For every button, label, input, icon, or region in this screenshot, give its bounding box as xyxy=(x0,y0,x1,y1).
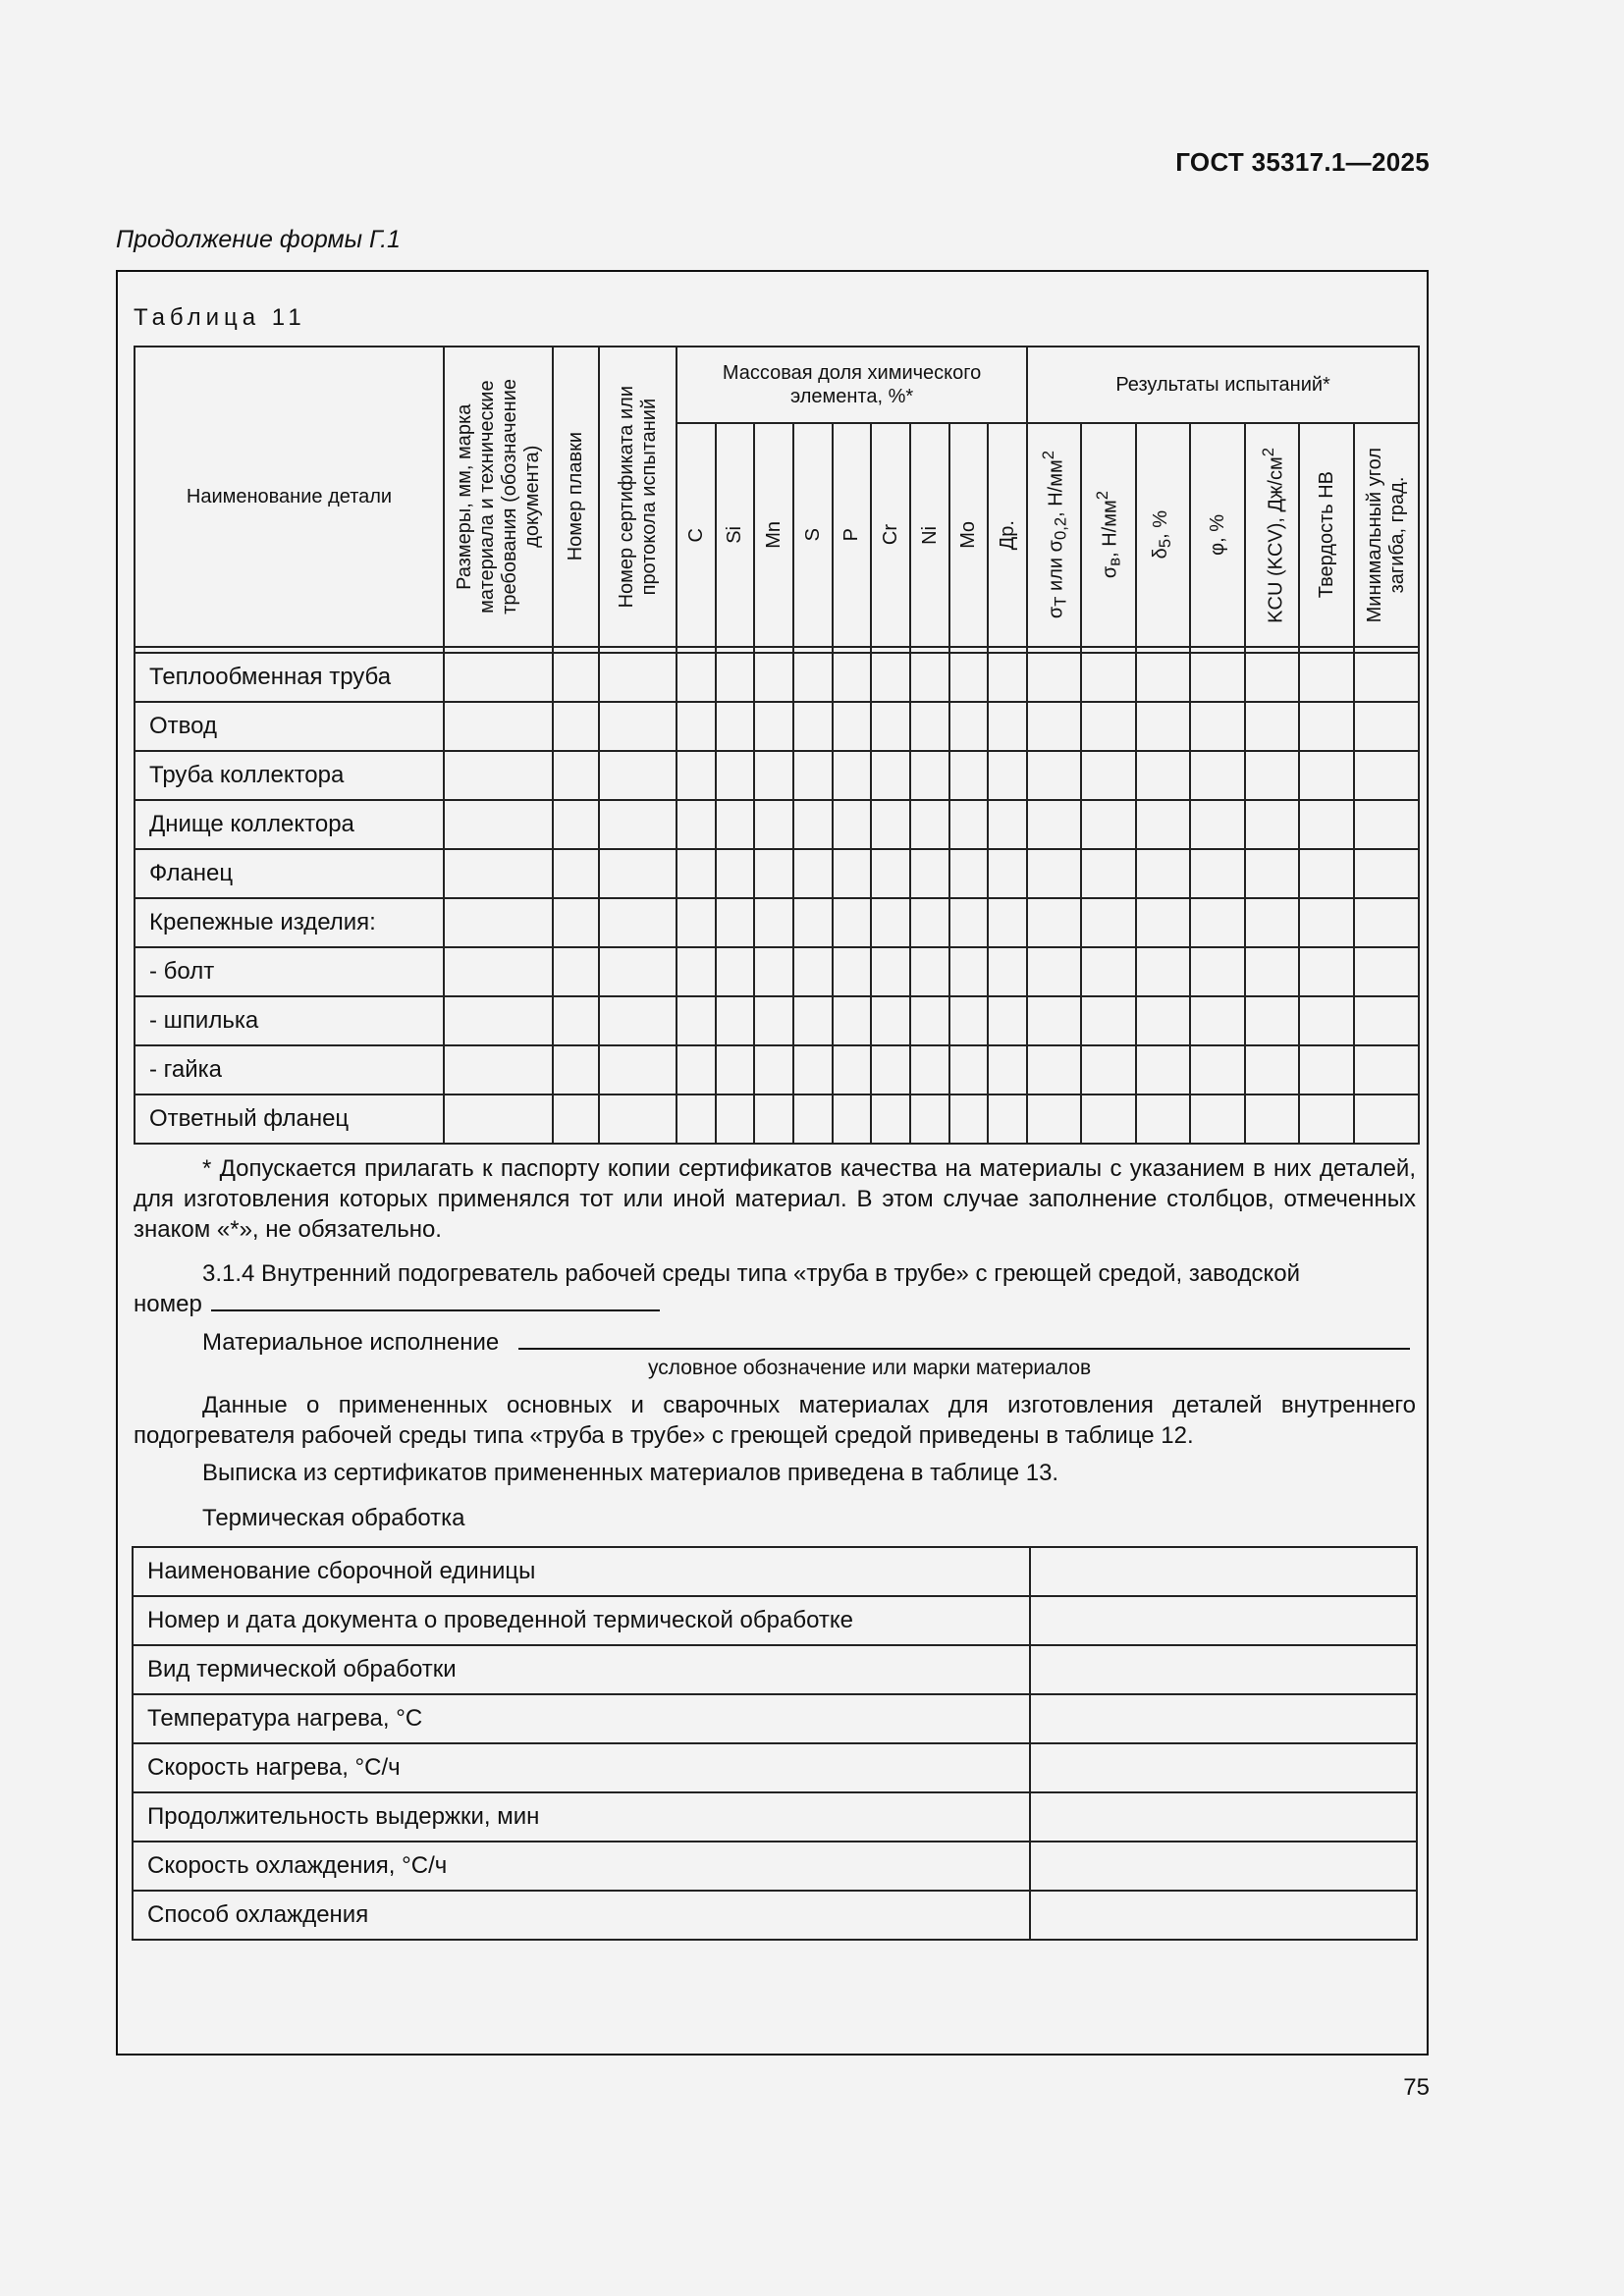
value-cell[interactable] xyxy=(793,1095,833,1144)
heat-param-label: Скорость нагрева, °С/ч xyxy=(133,1743,1030,1792)
table-row xyxy=(135,1095,1419,1144)
value-cell[interactable] xyxy=(871,702,910,751)
value-cell[interactable] xyxy=(1245,898,1299,947)
value-cell[interactable] xyxy=(949,1045,988,1095)
value-cell[interactable] xyxy=(444,751,553,800)
part-name-cell: Труба коллектора xyxy=(135,751,444,800)
header-elongation: $\delta_5$, % xyxy=(1136,423,1190,647)
value-cell[interactable] xyxy=(1354,751,1419,800)
value-cell[interactable] xyxy=(1027,653,1081,702)
value-cell[interactable] xyxy=(910,1095,949,1144)
value-cell[interactable] xyxy=(1190,947,1245,996)
value-cell[interactable] xyxy=(444,702,553,751)
heat-param-label: Продолжительность выдержки, мин xyxy=(133,1792,1030,1842)
value-cell[interactable] xyxy=(833,751,871,800)
value-cell[interactable] xyxy=(1299,849,1354,898)
value-cell[interactable] xyxy=(553,1045,599,1095)
value-cell[interactable] xyxy=(1190,800,1245,849)
header-impact: KCU (KCV), $Дж/см^2$ xyxy=(1245,423,1299,647)
value-cell[interactable] xyxy=(949,849,988,898)
heat-param-label: Способ охлаждения xyxy=(133,1891,1030,1940)
value-cell[interactable] xyxy=(553,800,599,849)
value-cell[interactable] xyxy=(793,751,833,800)
value-cell[interactable] xyxy=(949,800,988,849)
table-row xyxy=(133,1842,1417,1891)
heat-treatment-table xyxy=(132,1546,1418,1941)
value-cell[interactable] xyxy=(910,653,949,702)
part-name-cell: - гайка xyxy=(135,1045,444,1095)
value-cell[interactable] xyxy=(833,996,871,1045)
value-cell[interactable] xyxy=(988,702,1027,751)
value-cell[interactable] xyxy=(1136,996,1190,1045)
value-cell[interactable] xyxy=(1245,1095,1299,1144)
value-cell[interactable] xyxy=(1136,1095,1190,1144)
value-cell[interactable] xyxy=(677,996,716,1045)
value-cell[interactable] xyxy=(1081,996,1136,1045)
value-cell[interactable] xyxy=(871,996,910,1045)
table-row xyxy=(133,1891,1417,1940)
value-cell[interactable] xyxy=(1027,947,1081,996)
value-cell[interactable] xyxy=(949,702,988,751)
serial-number-label: номер xyxy=(134,1291,202,1317)
header-chem-p: P xyxy=(833,423,871,647)
value-cell[interactable] xyxy=(1136,898,1190,947)
materials-data-paragraph: Данные о примененных основных и сварочных материалах для изготовления деталей внутреннего подогревателя рабочей среды типа «труба в трубе» с греющей средой приведены в таблице 12. xyxy=(134,1392,1416,1449)
value-cell[interactable] xyxy=(988,898,1027,947)
value-cell[interactable] xyxy=(1081,849,1136,898)
value-cell[interactable] xyxy=(833,702,871,751)
value-cell[interactable] xyxy=(833,947,871,996)
value-cell[interactable] xyxy=(1299,800,1354,849)
value-cell[interactable] xyxy=(871,1045,910,1095)
value-cell[interactable] xyxy=(1136,653,1190,702)
value-cell[interactable] xyxy=(677,653,716,702)
header-chem-s: S xyxy=(793,423,833,647)
heat-param-label: Номер и дата документа о проведенной термической обработке xyxy=(133,1596,1030,1645)
header-chem-ni: Ni xyxy=(910,423,949,647)
material-field[interactable] xyxy=(518,1348,1410,1350)
header-chem-mo: Mo xyxy=(949,423,988,647)
value-cell[interactable] xyxy=(1027,898,1081,947)
value-cell[interactable] xyxy=(599,996,677,1045)
table-row xyxy=(135,996,1419,1045)
value-cell[interactable] xyxy=(1027,849,1081,898)
value-cell[interactable] xyxy=(754,800,793,849)
table-row xyxy=(133,1792,1417,1842)
table-row xyxy=(135,800,1419,849)
value-cell[interactable] xyxy=(553,751,599,800)
value-cell[interactable] xyxy=(910,898,949,947)
value-cell[interactable] xyxy=(871,849,910,898)
value-cell[interactable] xyxy=(553,702,599,751)
value-cell[interactable] xyxy=(793,947,833,996)
value-cell[interactable] xyxy=(871,653,910,702)
value-cell[interactable] xyxy=(444,800,553,849)
value-cell[interactable] xyxy=(1081,800,1136,849)
value-cell[interactable] xyxy=(988,653,1027,702)
heat-param-label: Наименование сборочной единицы xyxy=(133,1547,1030,1596)
header-part-name: Наименование детали xyxy=(135,347,444,647)
value-cell[interactable] xyxy=(754,653,793,702)
value-cell[interactable] xyxy=(949,653,988,702)
value-cell[interactable] xyxy=(949,1095,988,1144)
value-cell[interactable] xyxy=(1081,898,1136,947)
value-cell[interactable] xyxy=(716,996,754,1045)
value-cell[interactable] xyxy=(716,702,754,751)
value-cell[interactable] xyxy=(793,702,833,751)
value-cell[interactable] xyxy=(1245,1045,1299,1095)
value-cell[interactable] xyxy=(871,947,910,996)
table-row xyxy=(135,947,1419,996)
value-cell[interactable] xyxy=(599,947,677,996)
value-cell[interactable] xyxy=(754,996,793,1045)
value-cell[interactable] xyxy=(716,1095,754,1144)
value-cell[interactable] xyxy=(988,996,1027,1045)
value-cell[interactable] xyxy=(1136,751,1190,800)
value-cell[interactable] xyxy=(988,1095,1027,1144)
value-cell[interactable] xyxy=(949,751,988,800)
value-cell[interactable] xyxy=(553,947,599,996)
value-cell[interactable] xyxy=(793,996,833,1045)
value-cell[interactable] xyxy=(599,898,677,947)
value-cell[interactable] xyxy=(1354,653,1419,702)
value-cell[interactable] xyxy=(1081,1095,1136,1144)
value-cell[interactable] xyxy=(1136,947,1190,996)
value-cell[interactable] xyxy=(716,947,754,996)
header-tensile-strength: $\sigma_в$, $Н/мм^2$ xyxy=(1081,423,1136,647)
value-cell[interactable] xyxy=(833,1045,871,1095)
value-cell[interactable] xyxy=(677,1095,716,1144)
value-cell[interactable] xyxy=(1136,800,1190,849)
value-cell[interactable] xyxy=(1245,702,1299,751)
value-cell[interactable] xyxy=(1190,996,1245,1045)
value-cell[interactable] xyxy=(444,849,553,898)
value-cell[interactable] xyxy=(833,800,871,849)
value-cell[interactable] xyxy=(677,702,716,751)
value-cell[interactable] xyxy=(1027,1045,1081,1095)
value-cell[interactable] xyxy=(1081,653,1136,702)
value-cell[interactable] xyxy=(988,849,1027,898)
value-cell[interactable] xyxy=(599,1095,677,1144)
part-name-cell: Теплообменная труба xyxy=(135,653,444,702)
value-cell[interactable] xyxy=(1027,800,1081,849)
value-cell[interactable] xyxy=(677,751,716,800)
value-cell[interactable] xyxy=(553,1095,599,1144)
value-cell[interactable] xyxy=(793,800,833,849)
heat-param-value[interactable] xyxy=(1030,1694,1417,1743)
page-number: 75 xyxy=(1403,2074,1430,2101)
value-cell[interactable] xyxy=(599,849,677,898)
value-cell[interactable] xyxy=(949,947,988,996)
value-cell[interactable] xyxy=(1190,849,1245,898)
value-cell[interactable] xyxy=(1190,751,1245,800)
value-cell[interactable] xyxy=(553,653,599,702)
value-cell[interactable] xyxy=(1190,702,1245,751)
value-cell[interactable] xyxy=(716,849,754,898)
standard-number: ГОСТ 35317.1—2025 xyxy=(1175,147,1430,177)
value-cell[interactable] xyxy=(871,898,910,947)
value-cell[interactable] xyxy=(1245,849,1299,898)
value-cell[interactable] xyxy=(444,996,553,1045)
value-cell[interactable] xyxy=(988,800,1027,849)
value-cell[interactable] xyxy=(716,1045,754,1095)
heat-param-value[interactable] xyxy=(1030,1645,1417,1694)
heat-param-value[interactable] xyxy=(1030,1792,1417,1842)
heat-param-value[interactable] xyxy=(1030,1743,1417,1792)
value-cell[interactable] xyxy=(1245,653,1299,702)
heat-param-label: Температура нагрева, °С xyxy=(133,1694,1030,1743)
value-cell[interactable] xyxy=(1136,702,1190,751)
value-cell[interactable] xyxy=(871,1095,910,1144)
value-cell[interactable] xyxy=(444,1095,553,1144)
value-cell[interactable] xyxy=(716,898,754,947)
header-test-results: Результаты испытаний* xyxy=(1027,347,1419,423)
value-cell[interactable] xyxy=(599,1045,677,1095)
heat-param-value[interactable] xyxy=(1030,1891,1417,1940)
footnote: * Допускается прилагать к паспорту копии сертификатов качества на материалы с указанием в них деталей, для изготовления которых применялся тот или иной материал. В этом случае заполнение столбцов, отмеченных знаком «*», не обязательно. xyxy=(134,1155,1416,1243)
continuation-label: Продолжение формы Г.1 xyxy=(116,226,401,253)
value-cell[interactable] xyxy=(754,1045,793,1095)
value-cell[interactable] xyxy=(1354,1095,1419,1144)
value-cell[interactable] xyxy=(677,947,716,996)
value-cell[interactable] xyxy=(1299,1045,1354,1095)
value-cell[interactable] xyxy=(754,849,793,898)
header-bend-angle: Минимальный угол загиба, град. xyxy=(1354,423,1419,647)
value-cell[interactable] xyxy=(1354,1045,1419,1095)
value-cell[interactable] xyxy=(910,800,949,849)
part-name-cell: Фланец xyxy=(135,849,444,898)
value-cell[interactable] xyxy=(833,898,871,947)
parts-table xyxy=(134,346,1420,1145)
value-cell[interactable] xyxy=(553,996,599,1045)
value-cell[interactable] xyxy=(599,800,677,849)
value-cell[interactable] xyxy=(716,751,754,800)
value-cell[interactable] xyxy=(793,1045,833,1095)
value-cell[interactable] xyxy=(988,947,1027,996)
value-cell[interactable] xyxy=(793,849,833,898)
table-row xyxy=(133,1547,1417,1596)
value-cell[interactable] xyxy=(1081,1045,1136,1095)
value-cell[interactable] xyxy=(754,898,793,947)
value-cell[interactable] xyxy=(949,898,988,947)
value-cell[interactable] xyxy=(716,653,754,702)
header-hardness: Твердость НВ xyxy=(1299,423,1354,647)
part-name-cell: Ответный фланец xyxy=(135,1095,444,1144)
part-name-cell: Днище коллектора xyxy=(135,800,444,849)
value-cell[interactable] xyxy=(1245,800,1299,849)
value-cell[interactable] xyxy=(1190,1095,1245,1144)
value-cell[interactable] xyxy=(1190,1045,1245,1095)
header-chemical-composition: Массовая доля химического элемента, %* xyxy=(677,347,1027,423)
header-melt-number: Номер плавки xyxy=(553,347,599,647)
header-chem-c: C xyxy=(677,423,716,647)
table-row xyxy=(133,1694,1417,1743)
table-row xyxy=(135,1045,1419,1095)
header-sizes: Размеры, мм, марка материала и технические требования (обозначение документа) xyxy=(444,347,553,647)
certificates-extract-paragraph: Выписка из сертификатов примененных материалов приведена в таблице 13. xyxy=(202,1460,1059,1486)
value-cell[interactable] xyxy=(1245,996,1299,1045)
value-cell[interactable] xyxy=(444,898,553,947)
value-cell[interactable] xyxy=(910,849,949,898)
table-row xyxy=(135,849,1419,898)
value-cell[interactable] xyxy=(910,996,949,1045)
value-cell[interactable] xyxy=(910,751,949,800)
part-name-cell: - болт xyxy=(135,947,444,996)
table-row xyxy=(135,898,1419,947)
value-cell[interactable] xyxy=(1354,898,1419,947)
heat-param-value[interactable] xyxy=(1030,1842,1417,1891)
value-cell[interactable] xyxy=(1299,996,1354,1045)
table-row xyxy=(135,653,1419,702)
value-cell[interactable] xyxy=(1027,751,1081,800)
value-cell[interactable] xyxy=(553,849,599,898)
value-cell[interactable] xyxy=(599,702,677,751)
value-cell[interactable] xyxy=(988,751,1027,800)
heat-treatment-label: Термическая обработка xyxy=(202,1505,465,1531)
part-name-cell: Отвод xyxy=(135,702,444,751)
serial-number-field[interactable] xyxy=(211,1309,660,1311)
header-yield-strength: $\sigma_Т$ или $\sigma_{0,2}$, $Н/мм^2$ xyxy=(1027,423,1081,647)
value-cell[interactable] xyxy=(754,702,793,751)
value-cell[interactable] xyxy=(910,1045,949,1095)
section-3-1-4: 3.1.4 Внутренний подогреватель рабочей среды типа «труба в трубе» с греющей средой, заводской xyxy=(202,1260,1300,1287)
value-cell[interactable] xyxy=(793,898,833,947)
value-cell[interactable] xyxy=(599,653,677,702)
material-label: Материальное исполнение xyxy=(202,1329,500,1356)
value-cell[interactable] xyxy=(1354,800,1419,849)
value-cell[interactable] xyxy=(716,800,754,849)
table-row xyxy=(133,1743,1417,1792)
table-row xyxy=(135,702,1419,751)
value-cell[interactable] xyxy=(1299,898,1354,947)
part-name-cell: - шпилька xyxy=(135,996,444,1045)
value-cell[interactable] xyxy=(1190,898,1245,947)
header-chem-cr: Cr xyxy=(871,423,910,647)
heat-param-value[interactable] xyxy=(1030,1547,1417,1596)
header-chem-other: Др. xyxy=(988,423,1027,647)
value-cell[interactable] xyxy=(1354,702,1419,751)
value-cell[interactable] xyxy=(1081,751,1136,800)
table-row xyxy=(135,751,1419,800)
value-cell[interactable] xyxy=(553,898,599,947)
value-cell[interactable] xyxy=(1027,702,1081,751)
value-cell[interactable] xyxy=(1354,849,1419,898)
header-chem-si: Si xyxy=(716,423,754,647)
value-cell[interactable] xyxy=(677,898,716,947)
value-cell[interactable] xyxy=(988,1045,1027,1095)
value-cell[interactable] xyxy=(1245,751,1299,800)
value-cell[interactable] xyxy=(444,1045,553,1095)
value-cell[interactable] xyxy=(754,751,793,800)
value-cell[interactable] xyxy=(1081,947,1136,996)
value-cell[interactable] xyxy=(910,702,949,751)
heat-param-label: Скорость охлаждения, °С/ч xyxy=(133,1842,1030,1891)
value-cell[interactable] xyxy=(1354,947,1419,996)
value-cell[interactable] xyxy=(1299,751,1354,800)
value-cell[interactable] xyxy=(871,751,910,800)
value-cell[interactable] xyxy=(599,751,677,800)
value-cell[interactable] xyxy=(793,653,833,702)
value-cell[interactable] xyxy=(1136,849,1190,898)
value-cell[interactable] xyxy=(1081,702,1136,751)
value-cell[interactable] xyxy=(754,1095,793,1144)
header-certificate: Номер сертификата или протокола испытаний xyxy=(599,347,677,647)
value-cell[interactable] xyxy=(949,996,988,1045)
value-cell[interactable] xyxy=(833,1095,871,1144)
value-cell[interactable] xyxy=(1299,653,1354,702)
value-cell[interactable] xyxy=(444,947,553,996)
value-cell[interactable] xyxy=(677,800,716,849)
value-cell[interactable] xyxy=(1027,1095,1081,1144)
table-row xyxy=(133,1645,1417,1694)
value-cell[interactable] xyxy=(677,849,716,898)
value-cell[interactable] xyxy=(871,800,910,849)
value-cell[interactable] xyxy=(1299,1095,1354,1144)
value-cell[interactable] xyxy=(1136,1045,1190,1095)
table-caption: Таблица 11 xyxy=(134,304,306,331)
value-cell[interactable] xyxy=(1299,947,1354,996)
material-hint: условное обозначение или марки материалов xyxy=(648,1357,1092,1379)
heat-param-label: Вид термической обработки xyxy=(133,1645,1030,1694)
value-cell[interactable] xyxy=(1190,653,1245,702)
part-name-cell: Крепежные изделия: xyxy=(135,898,444,947)
value-cell[interactable] xyxy=(1027,996,1081,1045)
value-cell[interactable] xyxy=(1354,996,1419,1045)
value-cell[interactable] xyxy=(833,849,871,898)
value-cell[interactable] xyxy=(1299,702,1354,751)
header-reduction: φ, % xyxy=(1190,423,1245,647)
value-cell[interactable] xyxy=(910,947,949,996)
header-chem-mn: Mn xyxy=(754,423,793,647)
heat-param-value[interactable] xyxy=(1030,1596,1417,1645)
value-cell[interactable] xyxy=(677,1045,716,1095)
value-cell[interactable] xyxy=(754,947,793,996)
value-cell[interactable] xyxy=(444,653,553,702)
value-cell[interactable] xyxy=(833,653,871,702)
table-row xyxy=(133,1596,1417,1645)
value-cell[interactable] xyxy=(1245,947,1299,996)
